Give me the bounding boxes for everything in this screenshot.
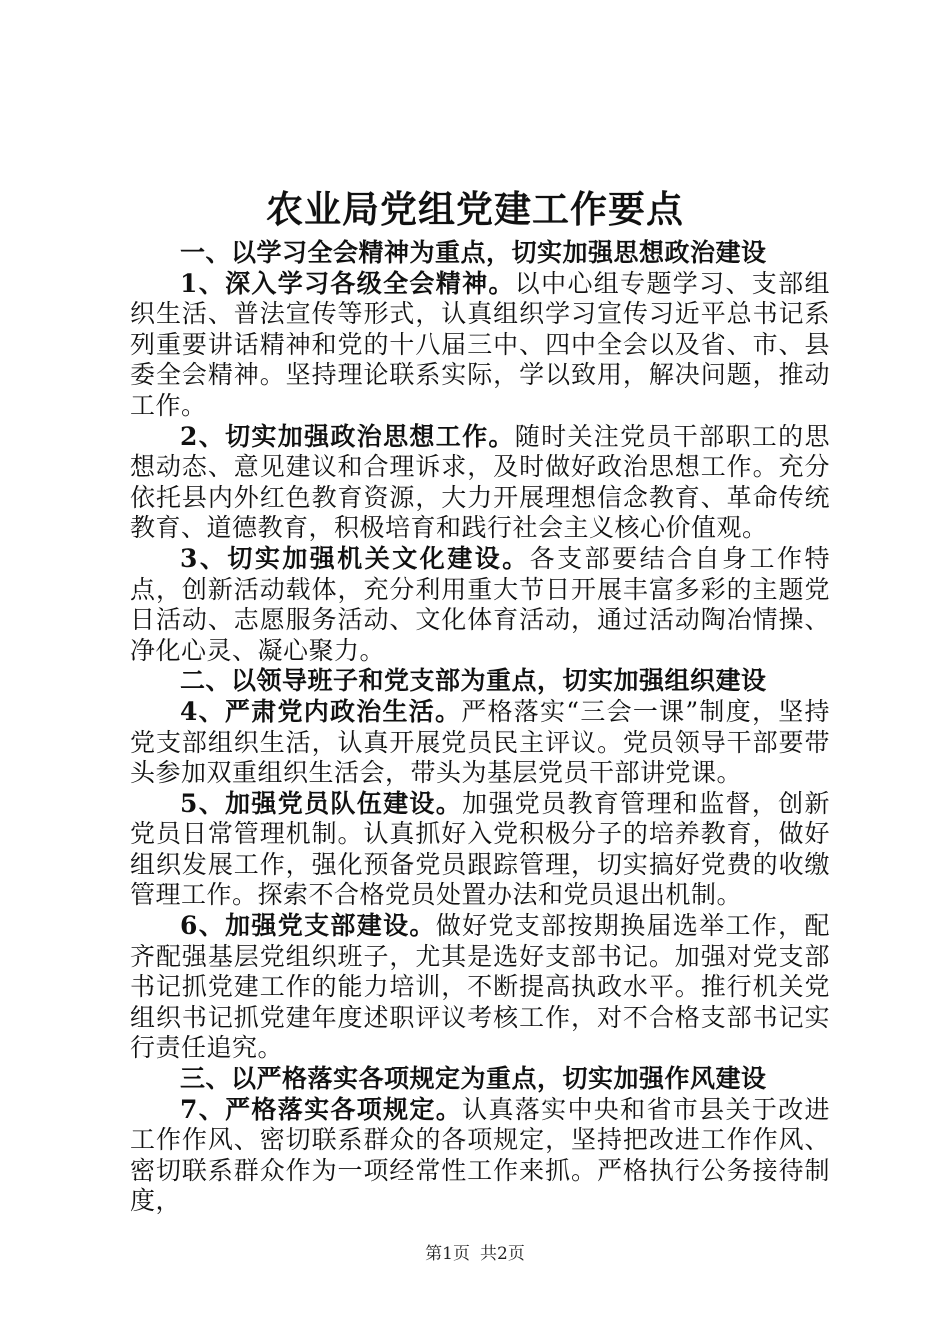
paragraph-text: 认真落实中央和省市县关于改进工作作风、密切联系群众的各项规定，坚持把改进工作作风、密切联系群众作为一项经常性工作来抓。严格执行公务接待制度， (130, 1094, 830, 1216)
paragraph (130, 911, 830, 1064)
document-title: 农业局党组党建工作要点 (266, 187, 684, 231)
paragraph-text: 以中心组专题学习、支部组织生活、普法宣传等形式，认真组织学习宣传习近平总书记系列重要讲话精神和党的十八届三中、四中全会以及省、市、县委全会精神。坚持理论联系实际，学以致用，解决问题，推动工作。 (130, 268, 830, 420)
section-heading: 三、以严格落实各项规定为重点，切实加强作风建设 (180, 1064, 767, 1094)
page-footer (0, 1242, 950, 1266)
paragraph-lead: 4、严肃党内政治生活。 (180, 696, 462, 726)
document-body (130, 238, 830, 1217)
paragraph-lead: 6、加强党支部建设。 (180, 911, 436, 941)
paragraph-text: 加强党员教育管理和监督，创新党员日常管理机制。认真抓好入党积极分子的培养教育，做好组织发展工作，强化预备党员跟踪管理，切实搞好党费的收缴管理工作。探索不合格党员处置办法和党员退出机制。 (130, 788, 830, 910)
paragraph (130, 1095, 830, 1217)
page-number: 第1页 (425, 1244, 470, 1264)
paragraph-text: 随时关注党员干部职工的思想动态、意见建议和合理诉求，及时做好政治思想工作。充分依托县内外红色教育资源，大力开展理想信念教育、革命传统教育、道德教育，积极培育和践行社会主义核心价值观。 (130, 421, 830, 543)
paragraph-text: 做好党支部按期换届选举工作，配齐配强基层党组织班子，尤其是选好支部书记。加强对党支部书记抓党建工作的能力培训，不断提高执政水平。推行机关党组织书记抓党建年度述职评议考核工作，对不合格支部书记实行责任追究。 (130, 911, 830, 1063)
page-total: 共2页 (480, 1244, 525, 1264)
section-heading: 一、以学习全会精神为重点，切实加强思想政治建设 (180, 238, 767, 267)
section-heading: 二、以领导班子和党支部为重点，切实加强组织建设 (180, 666, 767, 696)
paragraph-text: 严格落实“三会一课”制度，坚持党支部组织生活，认真开展党员民主评议。党员领导干部要带头参加双重组织生活会，带头为基层党员干部讲党课。 (130, 696, 830, 788)
paragraph-text: 各支部要结合自身工作特点，创新活动载体，充分利用重大节日开展丰富多彩的主题党日活动、志愿服务活动、文化体育活动，通过活动陶冶情操、净化心灵、凝心聚力。 (130, 543, 830, 665)
paragraph (130, 269, 830, 422)
paragraph-lead: 1、深入学习各级全会精神。 (180, 268, 515, 298)
paragraph (130, 422, 830, 544)
paragraph (130, 697, 830, 789)
paragraph-lead: 2、切实加强政治思想工作。 (180, 421, 515, 451)
paragraph (130, 789, 830, 911)
paragraph-lead: 5、加强党员队伍建设。 (180, 788, 463, 818)
paragraph-lead: 7、严格落实各项规定。 (180, 1094, 463, 1124)
paragraph (130, 544, 830, 666)
paragraph-lead: 3、切实加强机关文化建设。 (180, 543, 530, 573)
